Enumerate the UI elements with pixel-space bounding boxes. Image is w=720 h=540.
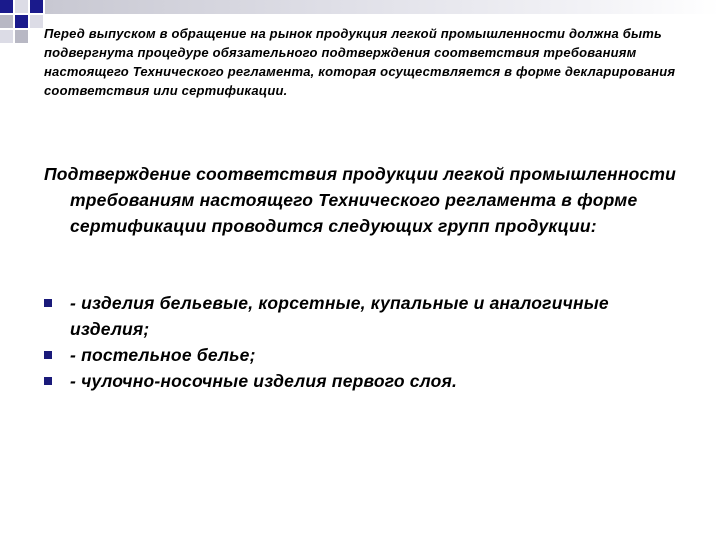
square-bullet-icon [44,377,52,385]
product-groups-list [44,290,684,394]
corner-square [0,0,13,13]
corner-square [15,15,28,28]
corner-square [0,30,13,43]
section-heading: Подтверждение соответствия продукции легкой промышленности требованиям настоящего Технического регламента в форме сертификации проводится следующих групп продукции: [44,164,677,236]
list-item [44,290,684,342]
corner-square [15,30,28,43]
corner-square [0,15,13,28]
square-bullet-icon [44,299,52,307]
list-item [44,342,684,368]
top-decorative-bar [45,0,720,14]
list-item [44,368,684,394]
list-item-text: - чулочно-носочные изделия первого слоя. [70,371,458,391]
corner-square [30,15,43,28]
square-bullet-icon [44,351,52,359]
list-item-text: - постельное белье; [70,345,256,365]
list-item-text: - изделия бельевые, корсетные, купальные и аналогичные изделия; [70,293,609,339]
intro-paragraph: Перед выпуском в обращение на рынок продукция легкой промышленности должна быть подвергнута процедуре обязательного подтверждения соответствия требованиям настоящего Технического регламента, которая осуществляется в форме декларирования соответствия или сертификации. [44,26,676,98]
corner-square [15,0,28,13]
corner-square [30,0,43,13]
